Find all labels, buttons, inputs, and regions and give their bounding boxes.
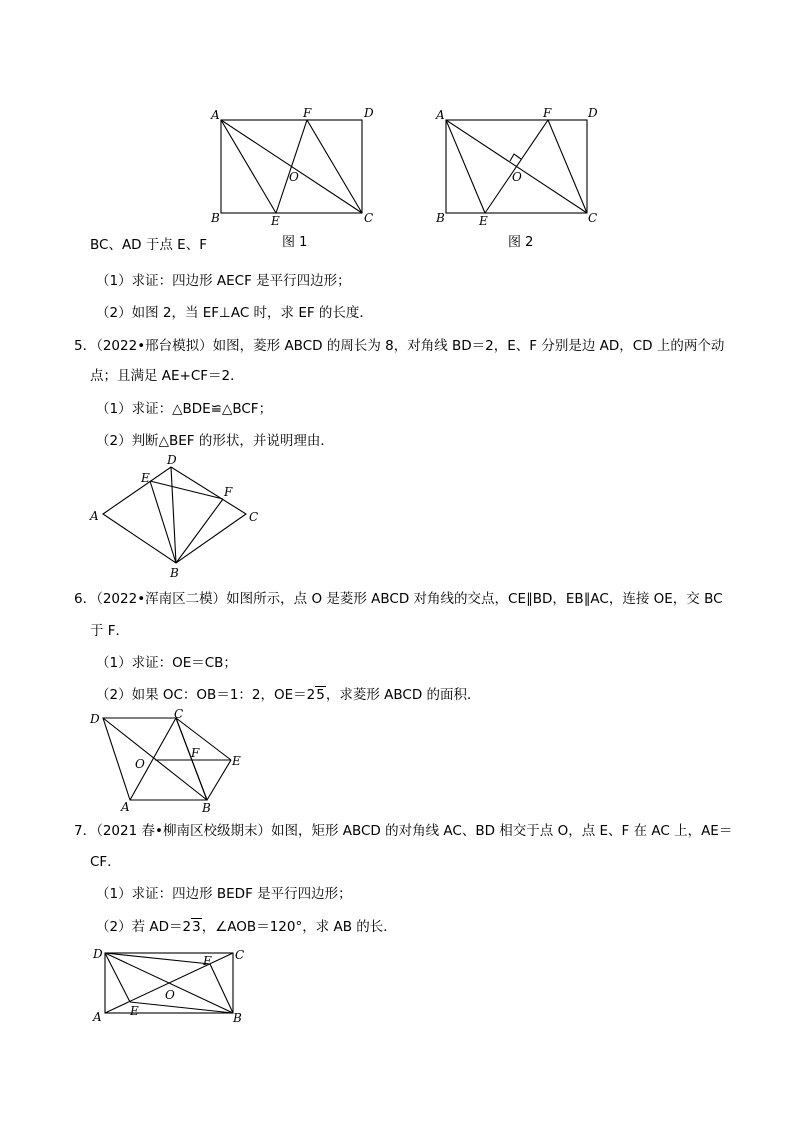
fig1-label-o: O bbox=[289, 170, 299, 184]
fig2-caption: 图 2 bbox=[508, 235, 534, 250]
fig2-label-o: O bbox=[512, 170, 522, 184]
q7-part1: （1）求证：四边形 BEDF 是平行四边形； bbox=[96, 886, 352, 902]
q6-label-e: E bbox=[232, 754, 241, 768]
q7-radical: 3 bbox=[192, 919, 201, 935]
q6-part1: （1）求证：OE＝CB； bbox=[96, 655, 237, 671]
fig2-label-e: E bbox=[479, 214, 488, 228]
q7-segment-df bbox=[105, 953, 210, 964]
q7-line2: CF． bbox=[90, 854, 121, 870]
q6-radical: 5 bbox=[316, 687, 325, 703]
q7-line1: 7．（2021 春•柳南区校级期末）如图，矩形 ABCD 的对角线 AC、BD 相交于点 O，点 E、F 在 AC 上，AE＝ bbox=[74, 823, 733, 839]
q6-line1: 6．（2022•浑南区二模）如图所示，点 O 是菱形 ABCD 对角线的交点，CE∥BD，EB∥AC，连接 OE，交 BC bbox=[74, 591, 723, 607]
fig1-label-d: D bbox=[364, 106, 374, 120]
fig1-caption: 图 1 bbox=[282, 235, 308, 250]
q6-label-a: A bbox=[121, 800, 130, 814]
q7-label-e: E bbox=[130, 1004, 139, 1018]
fig1-label-e: E bbox=[271, 214, 280, 228]
fig1-label-b: B bbox=[211, 211, 220, 225]
q5-line1: 5．（2022•邢台模拟）如图，菱形 ABCD 的周长为 8，对角线 BD＝2，E、F 分别是边 AD，CD 上的两个动 bbox=[74, 338, 725, 354]
q5-label-e: E bbox=[141, 471, 150, 485]
q5-line2: 点；且满足 AE+CF＝2． bbox=[90, 368, 244, 384]
fig2-label-c: C bbox=[588, 211, 598, 225]
q4-part2: （2）如图 2，当 EF⊥AC 时，求 EF 的长度． bbox=[96, 305, 373, 321]
q6-label-b: B bbox=[202, 801, 211, 815]
q5-label-a: A bbox=[90, 509, 99, 523]
q7-segment-eb bbox=[130, 1002, 233, 1013]
q7-label-o: O bbox=[165, 988, 175, 1002]
fig2-label-d: D bbox=[588, 106, 598, 120]
fig2-label-a: A bbox=[436, 108, 445, 122]
q4-tail-text: BC、AD 于点 E、F bbox=[90, 237, 207, 253]
q7-label-f: F bbox=[203, 954, 212, 968]
q6-part2: （2）如果 OC：OB＝1：2，OE＝25，求菱形 ABCD 的面积． bbox=[96, 687, 481, 703]
q5-label-d: D bbox=[167, 453, 177, 467]
q5-part1: （1）求证：△BDE≌△BCF； bbox=[96, 401, 273, 417]
q6-label-d: D bbox=[90, 712, 100, 726]
q7-segment-de bbox=[105, 953, 130, 1002]
q7-part2: （2）若 AD＝23，∠AOB＝120°，求 AB 的长． bbox=[96, 919, 397, 935]
fig1-label-a: A bbox=[211, 108, 220, 122]
q5-label-f: F bbox=[224, 485, 233, 499]
q7-label-c: C bbox=[235, 948, 245, 962]
fig1-label-c: C bbox=[364, 211, 374, 225]
q7-label-b: B bbox=[233, 1011, 242, 1025]
fig2-label-b: B bbox=[436, 211, 445, 225]
q4-part1: （1）求证：四边形 AECF 是平行四边形； bbox=[96, 273, 351, 289]
q5-label-b: B bbox=[170, 566, 179, 580]
fig1-label-f: F bbox=[303, 106, 312, 120]
q6-line2: 于 F． bbox=[90, 623, 130, 639]
q5-part2: （2）判断△BEF 的形状，并说明理由． bbox=[96, 433, 334, 449]
q6-label-o: O bbox=[135, 757, 145, 771]
q6-label-c: C bbox=[174, 707, 184, 721]
fig2-label-f: F bbox=[543, 106, 552, 120]
q7-segment-fb bbox=[210, 964, 233, 1013]
q5-label-c: C bbox=[249, 510, 259, 524]
q7-label-d: D bbox=[93, 947, 103, 961]
q6-label-f: F bbox=[191, 746, 200, 760]
q7-label-a: A bbox=[93, 1010, 102, 1024]
